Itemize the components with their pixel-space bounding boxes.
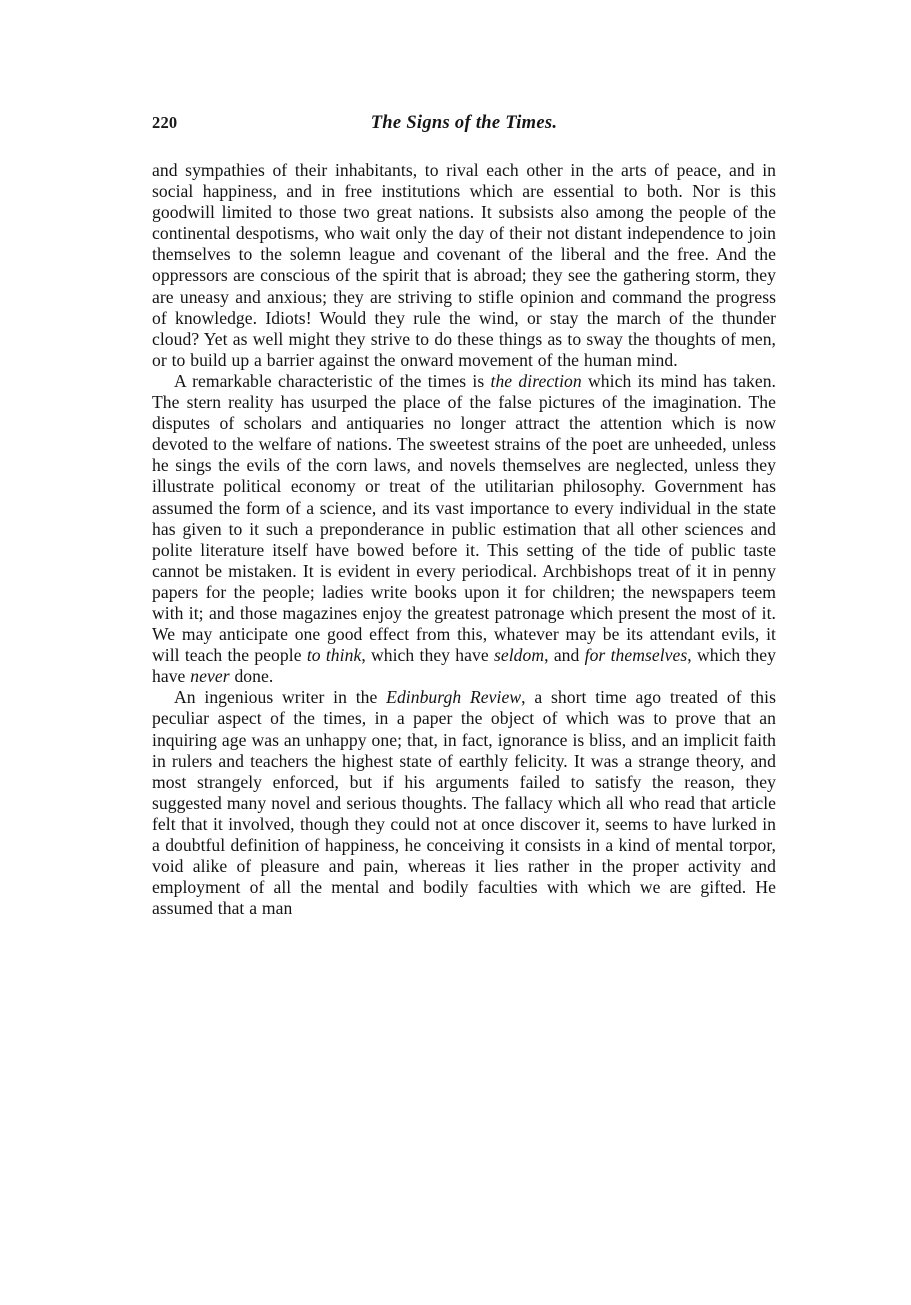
running-head bbox=[152, 113, 776, 139]
text-run: which its mind has taken. The stern reality has usurped the place of the false pictures of the imagination. The disputes of scholars and antiquaries no longer attract the attention which is now devoted to the welfare of nations. The sweetest strains of the poet are unheeded, unless he sings the evils of the corn laws, and novels themselves are neglected, unless they illustrate political economy or treat of the utilitarian philosophy. Government has assumed the form of a science, and its vast importance to every individual in the state has given to it such a preponderance in public estimation that all other sciences and polite literature itself have bowed before it. This setting of the tide of public taste cannot be mistaken. It is evident in every periodical. Archbishops treat of it in penny papers for the people; ladies write books upon it for children; the newspapers teem with it; and those magazines enjoy the greatest patronage which present the most of it. We may anticipate one good effect from this, whatever may be its attendant evils, it will teach the people bbox=[152, 370, 776, 666]
paragraph bbox=[152, 371, 776, 687]
emphasis-run: the direction bbox=[490, 370, 582, 391]
text-run: , and bbox=[544, 645, 585, 666]
emphasis-run: never bbox=[190, 666, 230, 687]
text-run: An ingenious writer in the bbox=[174, 687, 387, 708]
emphasis-run: seldom bbox=[493, 645, 545, 666]
text-run: A remarkable characteristic of the times is bbox=[174, 370, 491, 391]
paragraph bbox=[152, 687, 776, 919]
text-run: and sympathies of their inhabitants, to rival each other in the arts of peace, and in social happiness, and in free institutions which are essential to both. Nor is this goodwill limited to those two great nations. It subsists also among the people of the continental despotisms, who wait only the day of their not distant independence to join themselves to the solemn league and covenant of the liberal and the free. And the oppressors are conscious of the spirit that is abroad; they see the gathering storm, they are uneasy and anxious; they are striving to stifle opinion and command the progress of knowledge. Idiots! Would they rule the wind, or stay the march of the thunder cloud? Yet as well might they strive to do these things as to sway the thoughts of men, or to build up a barrier against the onward movement of the human mind. bbox=[152, 160, 776, 370]
emphasis-run: Edinburgh Review bbox=[386, 687, 522, 708]
body-text-block bbox=[152, 160, 776, 919]
page-folio-number: 220 bbox=[152, 113, 178, 132]
text-run: , which they have bbox=[152, 645, 777, 687]
text-run: done. bbox=[229, 666, 274, 687]
emphasis-run: for themselves bbox=[584, 645, 688, 666]
running-head-title: The Signs of the Times. bbox=[370, 113, 558, 133]
text-run: , which they have bbox=[361, 645, 494, 666]
paragraph bbox=[152, 160, 776, 371]
text-run: , a short time ago treated of this peculiar aspect of the times, in a paper the object of which was to prove that an inquiring age was an unhappy one; that, in fact, ignorance is bliss, and an implicit faith in rulers and teachers the highest state of earthly felicity. It was a strange theory, and most strangely enforced, but if his arguments failed to satisfy the reason, they suggested many novel and serious thoughts. The fallacy which all who read that article felt that it involved, though they could not at once discover it, seems to have lurked in a doubtful definition of happiness, he conceiving it consists in a kind of mental torpor, void alike of pleasure and pain, whereas it lies rather in the proper activity and employment of all the mental and bodily faculties with which we are gifted. He assumed that a man bbox=[152, 687, 776, 919]
emphasis-run: to think bbox=[306, 645, 362, 666]
